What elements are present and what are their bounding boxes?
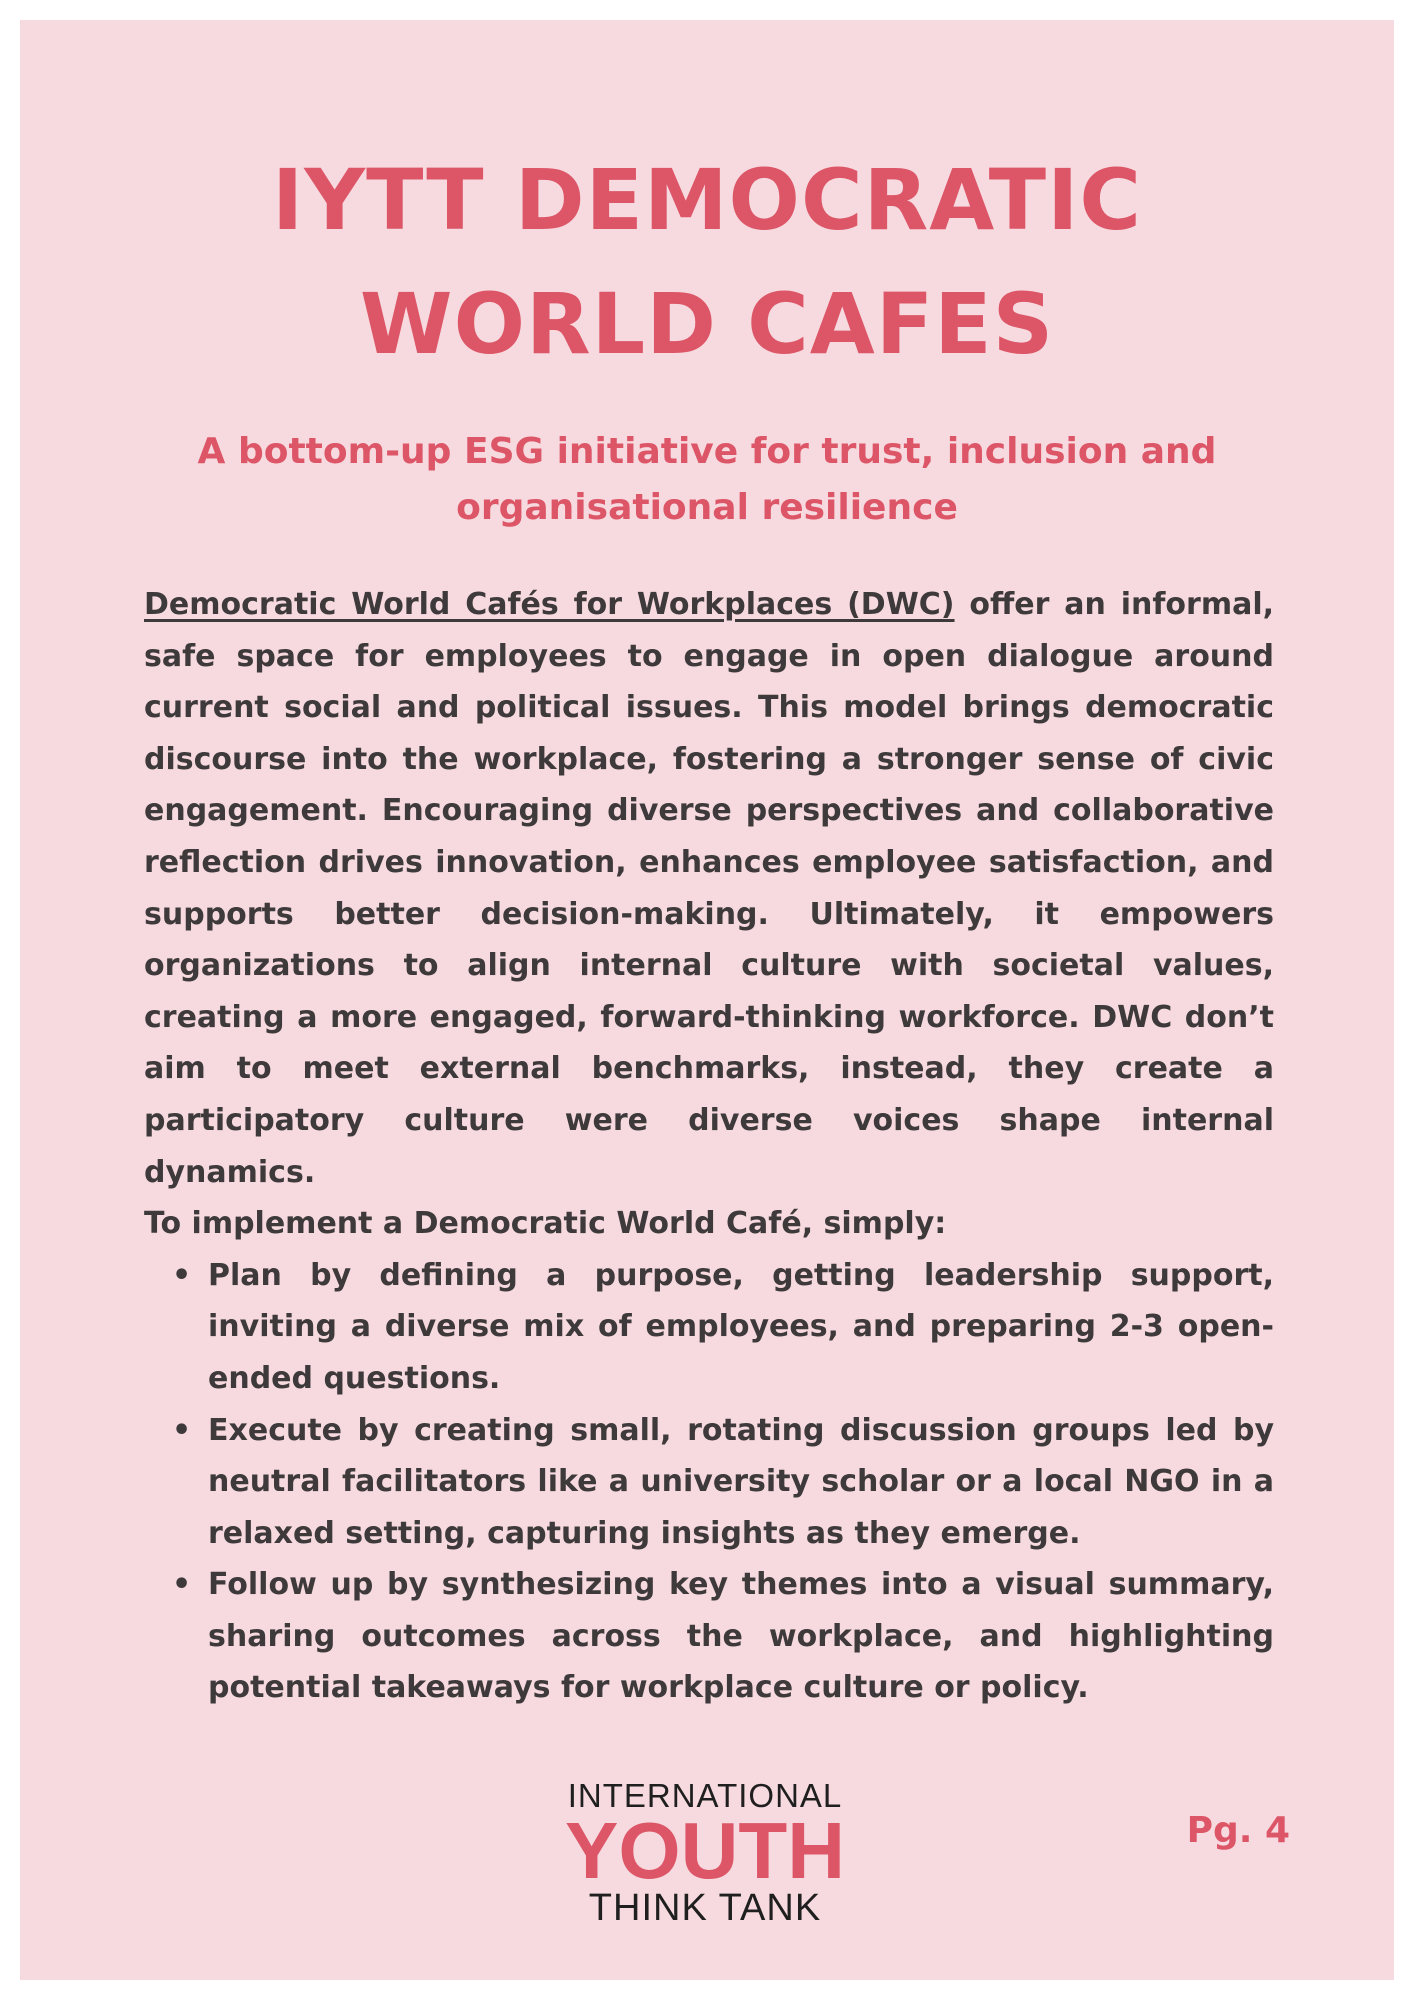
bullet-icon: •	[172, 1567, 192, 1603]
organization-logo	[560, 1778, 850, 1928]
body-text	[144, 579, 1274, 1714]
document-title	[20, 138, 1394, 386]
intro-paragraph	[144, 579, 1274, 1198]
steps-list	[144, 1250, 1274, 1714]
subtitle-line-1: A bottom-up ESG initiative for trust, inclusion and	[197, 431, 1217, 472]
logo-line-international: INTERNATIONAL	[567, 1777, 843, 1814]
bullet-icon: •	[172, 1412, 192, 1448]
step-text: Execute by creating small, rotating discussion groups led by neutral facilitators like a university scholar or a local NGO in a relaxed setting, capturing insights as they emerge.	[208, 1412, 1274, 1551]
implement-heading: To implement a Democratic World Café, simply:	[144, 1206, 947, 1242]
list-item	[172, 1250, 1274, 1405]
intro-lead-term: Democratic World Cafés for Workplaces (DWC)	[144, 587, 955, 622]
title-line-1: IYTT DEMOCRATIC	[272, 151, 1142, 249]
bullet-icon: •	[172, 1257, 192, 1293]
title-line-2: WORLD CAFES	[359, 275, 1055, 373]
logo-line-youth: YOUTH	[565, 1806, 845, 1895]
list-item	[172, 1559, 1274, 1714]
document-page	[20, 20, 1394, 1980]
step-text: Follow up by synthesizing key themes into a visual summary, sharing outcomes across the workplace, and highlighting potential takeaways for workplace culture or policy.	[208, 1567, 1274, 1706]
logo-line-think-tank: THINK TANK	[588, 1887, 822, 1929]
list-item	[172, 1405, 1274, 1560]
page-number: Pg. 4	[1186, 1810, 1290, 1851]
step-text: Plan by defining a purpose, getting leadership support, inviting a diverse mix of employees, and preparing 2-3 open-ended questions.	[208, 1257, 1274, 1396]
subtitle-line-2: organisational resilience	[456, 487, 958, 528]
document-subtitle	[80, 424, 1334, 536]
intro-text: offer an informal, safe space for employees to engage in open dialogue around current social and political issues. This model brings democratic discourse into the workplace, fostering a stronger sense of civic engagement. Encouraging diverse perspectives and collaborative reflection drives innovation, enhances employee satisfaction, and supports better decision-making. Ultimately, it empowers organizations to align internal culture with societal values, creating a more engaged, forward-thinking workforce. DWC don’t aim to meet external benchmarks, instead, they create a participatory culture were diverse voices shape internal dynamics.	[144, 587, 1274, 1190]
